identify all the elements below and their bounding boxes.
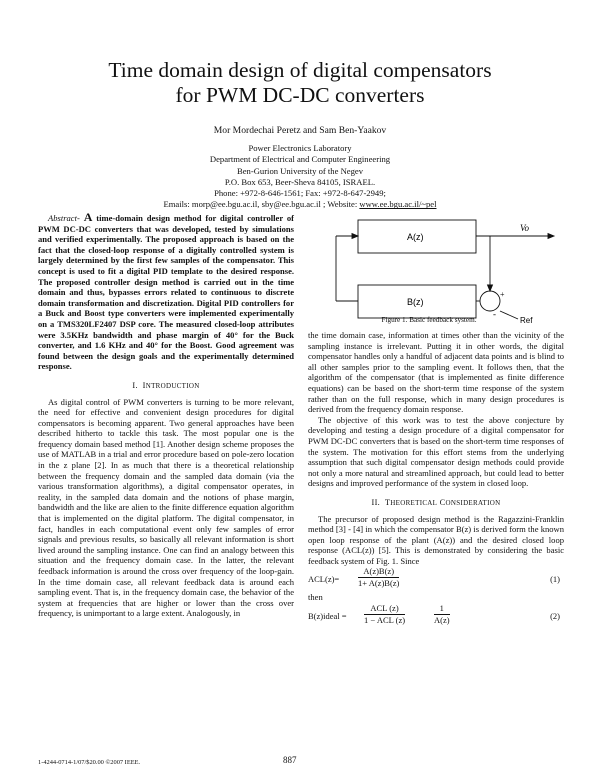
eq2-denominator-1: 1 − ACL (z) [364,614,406,625]
block-b-label: B(z) [407,297,424,307]
intro-paragraph-1: As digital control of PWM converters is turning to be more relevant, the need for effective and convenient design procedures for digital compensators is becoming apparent. Two general approaches have been described hitherto to tackle this task. The most popular one is the frequency domain based method [1]. Another design scheme proposes the use of MATLAB in a trial and error procedure based on pole-zero location in the z plane [2]. In as much that there is a theoretical relationship between the frequency domain and the sampled data domain (via the various transformation algorithms), a digital compensator operates, in reality, in the sampled data domain and the notions of phase margin, bandwidth and the like are alien to the finite difference equation algorithm that is implemented on the digital platform. The digital compensator, in fact, handles in each computational event only few samples of error signals and previous results, so basically all relevant information is short lived around the sampling instance. One can find an analogy between this situation and the frequency domain case. In the latter, the relevant feedback information is around the cross over frequency of the loop-gain. In the time domain case, all relevant feedback data is around each sampling event. That is, in the frequency domain case, the behavior of the system at frequencies that are higher or lower than the cross over frequency, is unimportant to a large extent. Analogously, in [38,396,294,619]
eq1-number: (1) [550,574,560,585]
plus-sign: + [500,290,505,299]
title-line-1: Time domain design of digital compensators [108,58,492,82]
ref-label: Ref [520,316,533,325]
section-initial-c: C [439,497,446,507]
section-heading-theory [308,498,564,509]
eq2-fraction-1 [364,603,405,625]
section-rest-c: ONSIDERATION [445,498,501,507]
footer-isbn: 1-4244-0714-1/07/$20.00 ©2007 IEEE. [38,759,141,766]
equation-2 [308,603,564,629]
section-rest-t: HEORETICAL [390,498,438,507]
paper-title [40,58,560,108]
vo-label: Vo [520,223,529,233]
abstract [38,212,294,372]
eq1-fraction [358,566,399,588]
page-number: 887 [283,755,297,765]
eq1-denominator: 1+ A(z)B(z) [358,578,400,589]
then-text: then [308,592,323,603]
right-column [308,330,564,629]
eq1-lhs: ACL(z)= [308,574,340,585]
abstract-text: time-domain design method for digital controller of PWM DC-DC converters that was developed, tested by simulations and verified experimentally. The proposed approach is based on the fact that the closed-loop response of a digitally controlled system is largely determined by the first few samples of the compensator. This concept is used to fit a digital PID template to the desired response. The proposed controller design method is carried out in the time domain and thus, bypasses errors related to continuous to discrete domain transformation and discretization. Digital PID controllers for a Buck and Boost type converters were implemented experimentally on a TMS320LF2407 DSP core. The measured closed-loop attributes were 3.5KHz bandwidth and phase margin of 40° for the Buck converter, and 1.6 KHz and 40° for the Boost. Good agreement was found between the design goals and the experimentally determined response. [38,213,294,372]
intro-paragraph-1-continued: the time domain case, information at times other than the vicinity of the sampling instance is irrelevant. Putting it in other words, the digital compensator handles only a handful of adjacent data points and is blind to all other samples prior to the sampling event. It follows then, that the algorithm of the compensator (that is implemented as finite difference equations) can be based on the short-term time response of the system rather than on the full response, which in many design procedures is derived from the frequency domain response. [308,330,564,415]
section-numeral: I. [132,380,138,390]
feedback-diagram [318,215,558,325]
eq2-denominator-2: A(z) [434,614,450,625]
block-a-label: A(z) [407,232,424,242]
intro-paragraph-2: The objective of this work was to test the above conjecture by developing and testing a design procedure of a digital compensator for PWM DC-DC converters that is based on the short-term time responses of the system. The motivation for this effort stems from the underlying assumption that such digital compensator design methods could provide not only a more natural and streamlined approach, but could lead to better designs and improved performance of the system in closed loop. [308,414,564,489]
eq2-number: (2) [550,611,560,622]
equation-1 [308,566,564,592]
affiliation-address: P.O. Box 653, Beer-Sheva 84105, ISRAEL. [224,176,376,187]
eq2-numerator-1: ACL (z) [364,603,405,615]
section-heading-introduction [38,381,294,392]
eq1-numerator: A(z)B(z) [358,566,399,578]
summing-junction [480,291,500,311]
affiliation-lab: Power Electronics Laboratory [248,143,352,153]
section-rest: NTRODUCTION [145,381,200,390]
emails-text: Emails: morp@ee.bgu.ac.il, sby@ee.bgu.ac.il ; Website: [163,199,360,210]
eq2-lhs: B(z)ideal = [308,611,347,622]
abstract-initial: A [83,210,93,224]
authors: Mor Mordechai Peretz and Sam Ben-Yaakov [213,125,387,136]
affiliation-university: Ben-Gurion University of the Negev [236,165,363,176]
figure-caption: Figure 1. Basic feedback system. [381,316,477,324]
theory-paragraph-1: The precursor of proposed design method is the Ragazzini-Franklin method [3] - [4] in which the compensator B(z) is derived form the known open loop response of the plant (A(z)) and the desired closed loop response (ACL(z)) [5]. This is demonstrated by considering the basic feedback system of Fig. 1. Since [308,513,564,566]
affiliation-phone: Phone: +972-8-646-1561; Fax: +972-8-647-2949; [214,188,386,199]
section-initial-t: T [384,497,391,507]
left-column [38,212,294,619]
title-line-2: for PWM DC-DC converters [175,83,425,107]
eq2-fraction-2 [434,603,450,625]
affiliation-emails [40,199,560,210]
section-initial: I [142,380,146,390]
minus-sign: - [493,309,496,319]
affiliation-dept: Department of Electrical and Computer Engineering [209,154,391,165]
section-numeral: II. [371,497,381,507]
website-link[interactable]: www.ee.bgu.ac.il/~pel [359,199,437,210]
abstract-label: Abstract- [48,213,80,223]
eq2-numerator-2: 1 [434,603,450,615]
affiliation [40,143,560,211]
